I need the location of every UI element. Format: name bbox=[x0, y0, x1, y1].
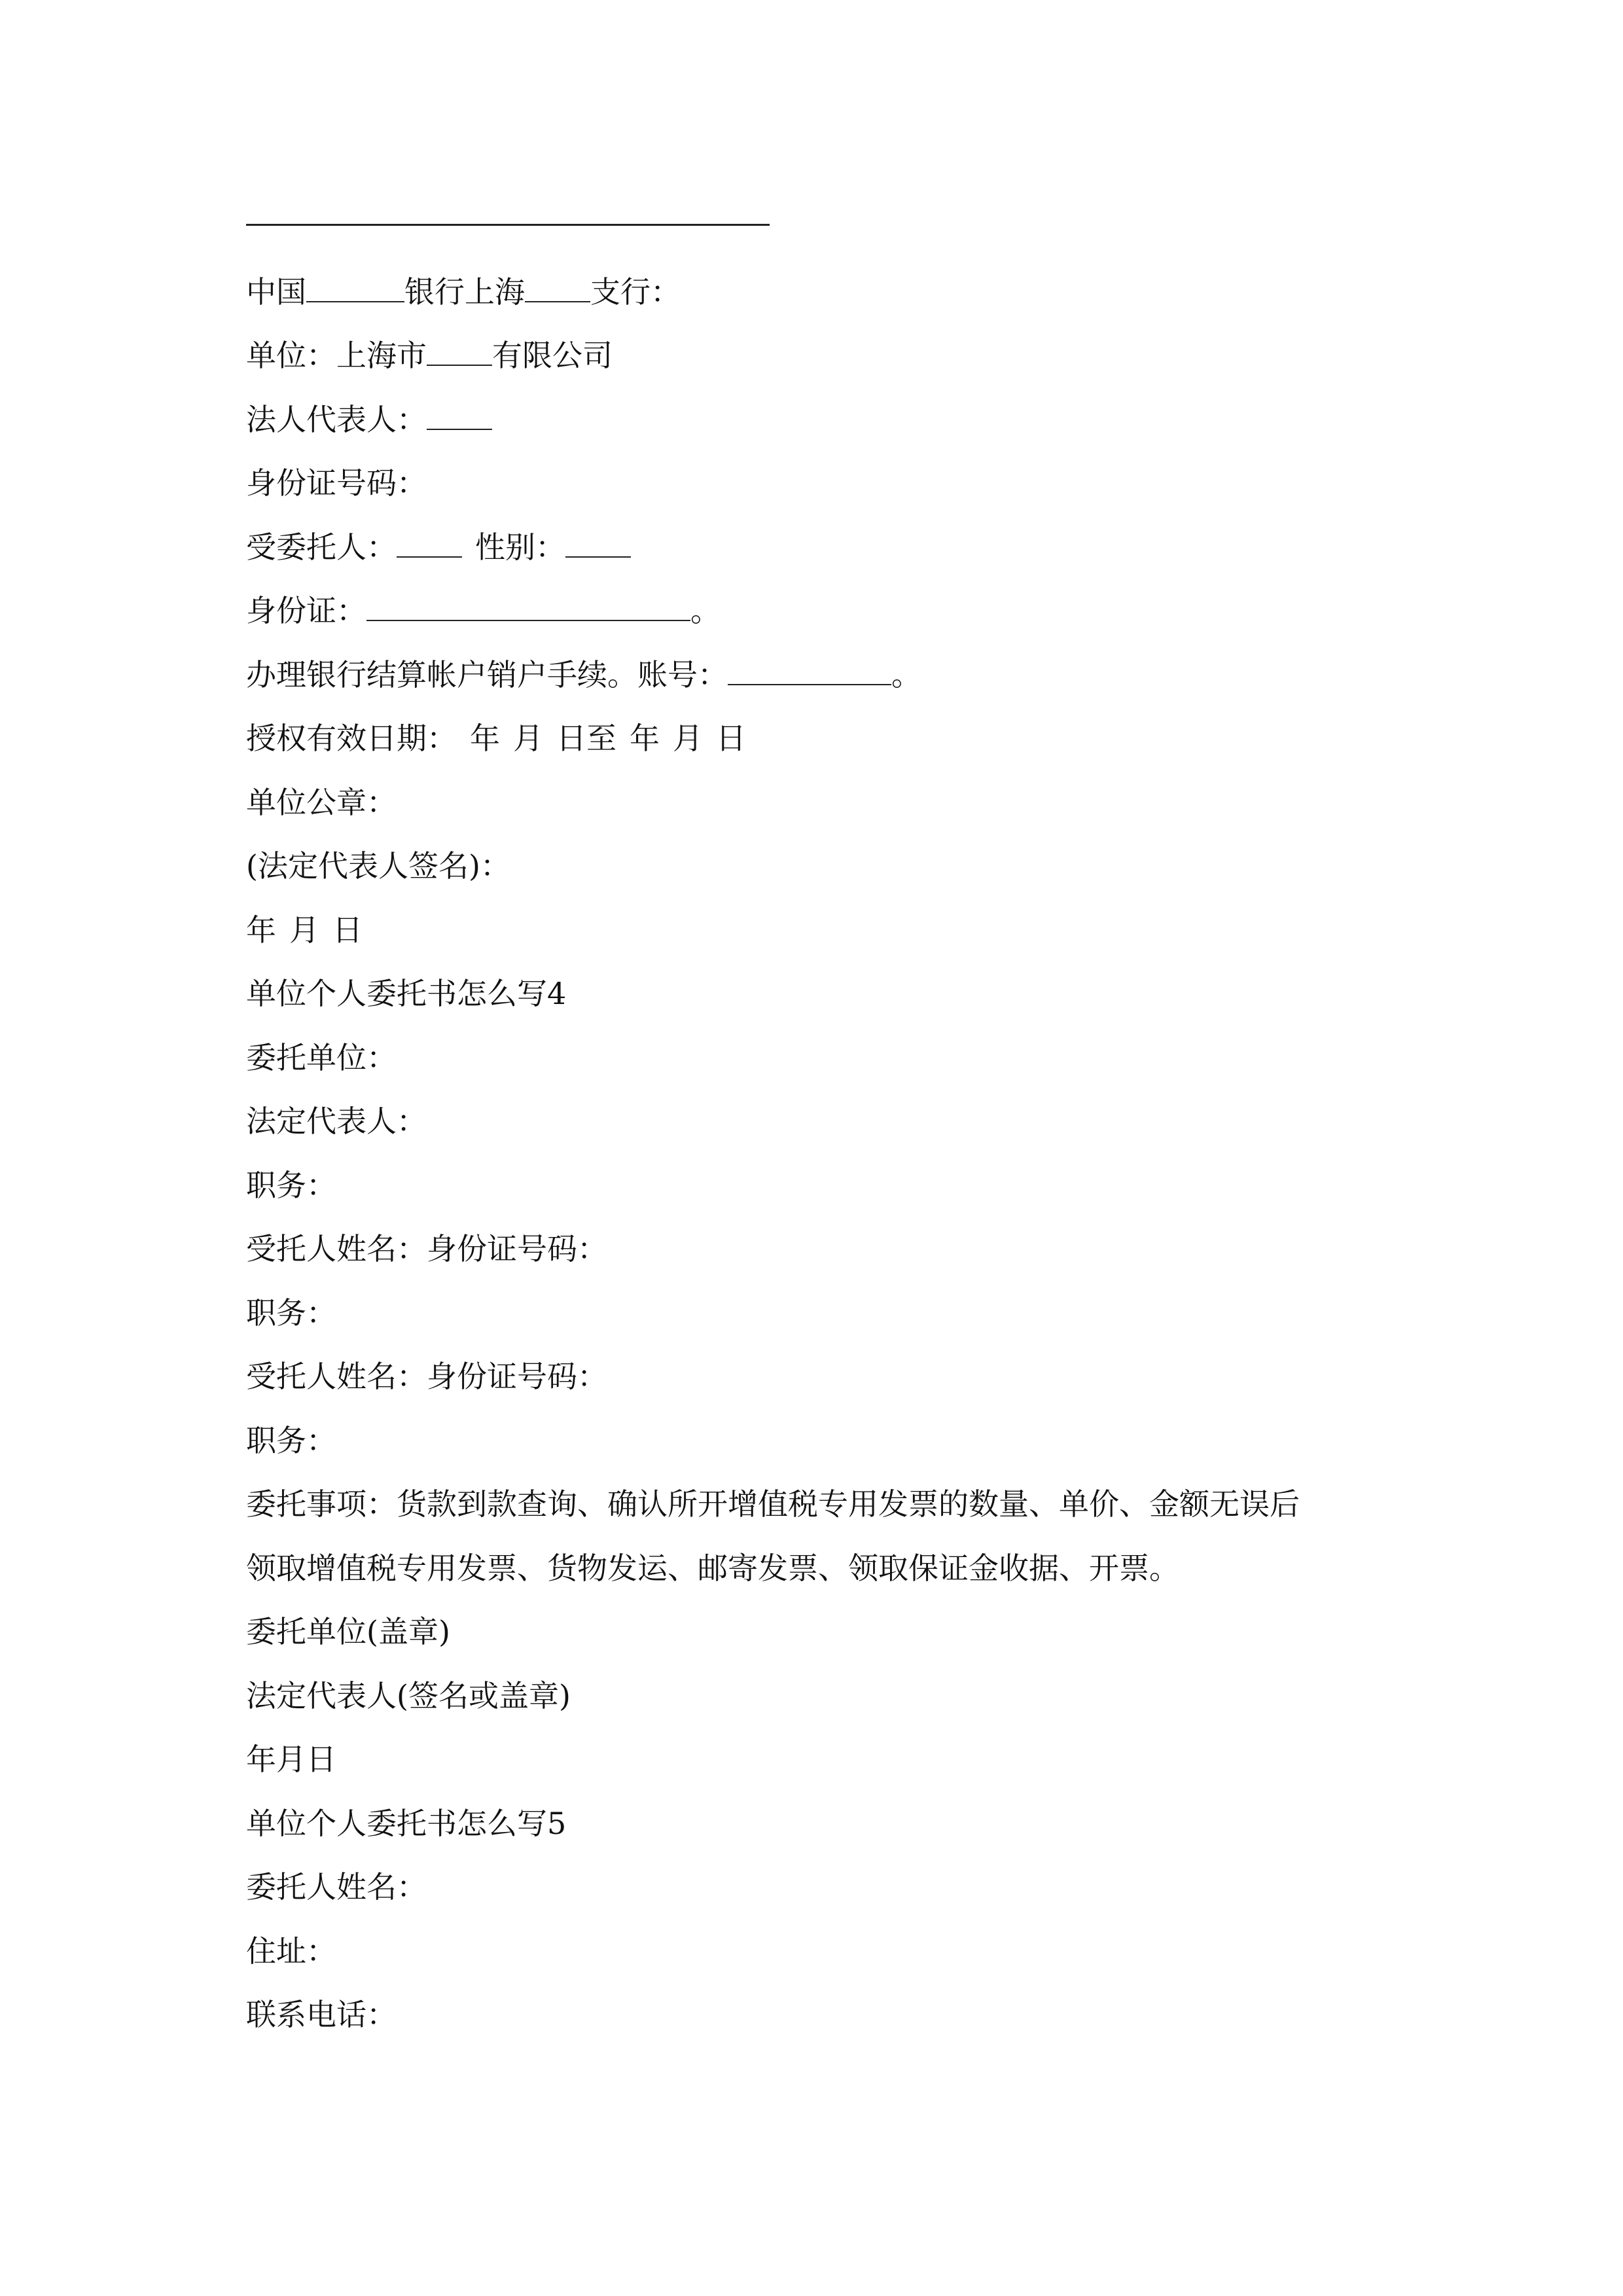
trustee-blank bbox=[397, 529, 462, 557]
section5-address: 住址： bbox=[246, 1933, 336, 1969]
id-card-blank bbox=[366, 593, 690, 621]
blank-line bbox=[246, 196, 1385, 260]
unit-prefix: 单位：上海市 bbox=[246, 338, 427, 373]
trustee-line bbox=[246, 516, 1385, 580]
section4-date: 年月日 bbox=[246, 1742, 336, 1777]
section4-seal: 委托单位(盖章) bbox=[246, 1614, 450, 1649]
section4-entrust-unit: 委托单位： bbox=[246, 1039, 397, 1075]
gender-blank bbox=[565, 529, 631, 557]
date-year: 年 bbox=[246, 912, 276, 948]
validity-month-end: 月 bbox=[673, 721, 703, 756]
legal-sign-label: (法定代表人签名)： bbox=[246, 848, 510, 884]
section4-position-3: 职务： bbox=[246, 1422, 336, 1458]
legal-rep-line bbox=[246, 388, 1385, 452]
gender-label: 性别： bbox=[475, 529, 565, 565]
id-number-label: 身份证号码： bbox=[246, 465, 427, 501]
unit-seal-label: 单位公章： bbox=[246, 784, 397, 820]
validity-year-start: 年 bbox=[470, 721, 500, 756]
document-body bbox=[246, 196, 1385, 2047]
section4-legal-rep: 法定代表人： bbox=[246, 1103, 427, 1139]
validity-day-end: 日 bbox=[716, 721, 746, 756]
section5-title: 单位个人委托书怎么写5 bbox=[246, 1805, 567, 1841]
bank-mid: 银行上海 bbox=[404, 274, 525, 310]
validity-year-end: 年 bbox=[630, 721, 660, 756]
validity-line bbox=[246, 707, 1385, 771]
date-line bbox=[246, 899, 1385, 963]
section4-matters-line-1: 委托事项：货款到款查询、确认所开增值税专用发票的数量、单价、金额无误后 bbox=[246, 1486, 1300, 1522]
section4-position-1: 职务： bbox=[246, 1167, 336, 1203]
section4-title: 单位个人委托书怎么写4 bbox=[246, 976, 567, 1011]
section4-position-2: 职务： bbox=[246, 1295, 336, 1331]
bank-suffix: 支行： bbox=[590, 274, 681, 310]
section4-sign: 法定代表人(签名或盖章) bbox=[246, 1677, 571, 1713]
id-card-label: 身份证： bbox=[246, 593, 366, 628]
section5-name: 委托人姓名： bbox=[246, 1869, 427, 1905]
section4-trustee-1: 受托人姓名：身份证号码： bbox=[246, 1231, 607, 1266]
unit-suffix: 有限公司 bbox=[492, 338, 613, 373]
handle-line bbox=[246, 643, 1385, 708]
validity-day-start: 日至 bbox=[556, 721, 616, 756]
section5-phone: 联系电话： bbox=[246, 1997, 397, 2032]
validity-label: 授权有效日期： bbox=[246, 721, 457, 756]
branch-name-blank bbox=[525, 274, 590, 302]
id-card-line bbox=[246, 579, 1385, 643]
id-card-end: 。 bbox=[690, 593, 721, 628]
account-blank bbox=[728, 656, 891, 685]
bank-name-blank bbox=[306, 274, 404, 302]
section4-matters-line-2: 领取增值税专用发票、货物发运、邮寄发票、领取保证金收据、开票。 bbox=[246, 1550, 1179, 1586]
unit-seal-line bbox=[246, 771, 1385, 835]
section4-trustee-2: 受托人姓名：身份证号码： bbox=[246, 1359, 607, 1394]
legal-sign-line bbox=[246, 834, 1385, 899]
handle-end: 。 bbox=[891, 656, 921, 692]
legal-rep-label: 法人代表人： bbox=[246, 401, 427, 437]
bank-address-line bbox=[246, 260, 1385, 325]
bank-prefix: 中国 bbox=[246, 274, 306, 310]
trustee-label: 受委托人： bbox=[246, 529, 397, 565]
handle-prefix: 办理银行结算帐户销户手续。账号： bbox=[246, 656, 728, 692]
date-day: 日 bbox=[332, 912, 363, 948]
legal-rep-blank bbox=[427, 401, 492, 429]
id-number-line bbox=[246, 452, 1385, 516]
company-name-blank bbox=[427, 338, 492, 366]
unit-line bbox=[246, 324, 1385, 388]
date-month: 月 bbox=[289, 912, 319, 948]
validity-month-start: 月 bbox=[513, 721, 543, 756]
